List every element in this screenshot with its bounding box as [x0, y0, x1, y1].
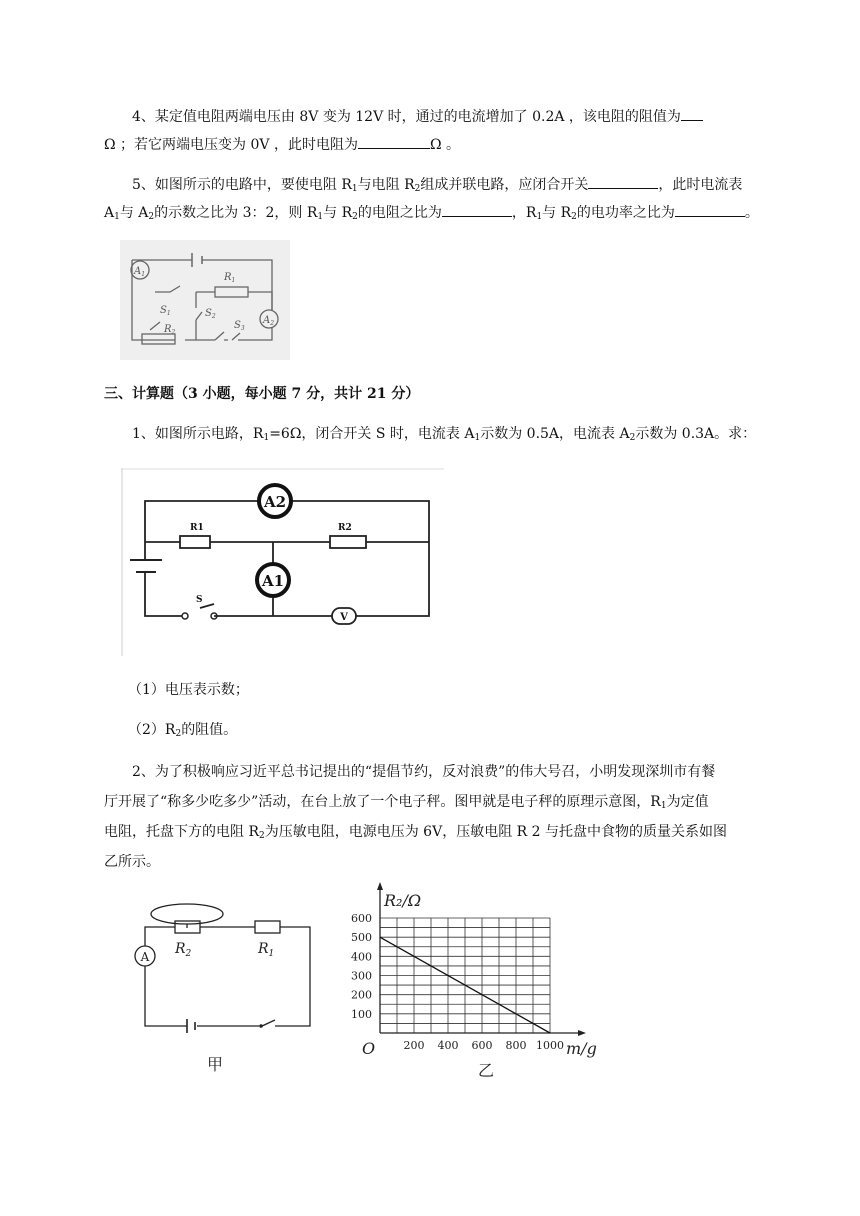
y-tick-label: 400 — [351, 950, 372, 964]
x-tick-label: 600 — [471, 1039, 493, 1052]
y-tick-label: 500 — [351, 931, 372, 945]
voltmeter-label: V — [340, 612, 348, 623]
x-axis-label: m/g — [566, 1039, 597, 1058]
chart-ticks — [351, 912, 564, 1052]
caption-yi: 乙 — [478, 1061, 495, 1080]
y-tick-label: 300 — [351, 969, 372, 983]
r2-label: R2 — [338, 523, 352, 533]
r1-label: R1 — [190, 523, 204, 533]
r2-label: $R_2$ — [175, 941, 192, 959]
r1-label: $R_1$ — [258, 941, 275, 959]
c2-line1: 2、为了积极响应习近平总书记提出的“提倡节约，反对浪费”的伟大号召，小明发现深圳市有餐 — [132, 764, 716, 780]
q5-circuit-figure — [120, 240, 290, 360]
c2-line2: 厅开展了“称多少吃多少”活动，在台上放了一个电子秤。图甲就是电子秤的原理示意图，$R_1$为定值 — [104, 794, 709, 811]
q4-line1: 4、某定值电阻两端电压由 8V 变为 12V 时，通过的电流增加了 0.2A ，该电阻的阻值为 — [132, 106, 703, 127]
ammeter-label: A — [140, 950, 150, 964]
q5-line1: 5、如图所示的电路中，要使电阻 $R_1$与电阻 $R_2$组成并联电路，应闭合开关 ，此时电流表 — [132, 174, 742, 199]
q5-circuit-svg — [120, 240, 290, 360]
q5-line2: $A_1$与 $A_2$的示数之比为 3：2，则 $R_1$与 $R_2$的电阻之比为 ，$R_1$与 $R_2$的电功率之比为 。 — [104, 202, 759, 227]
answer-blank[interactable] — [675, 202, 745, 217]
c1-subq1: （1）电压表示数； — [128, 682, 249, 698]
answer-blank[interactable] — [358, 134, 430, 149]
ammeter-a1-label: A1 — [261, 572, 285, 590]
x-tick-label: 200 — [403, 1039, 425, 1052]
y-tick-label: 200 — [351, 988, 372, 1002]
ammeter-a2-label: A2 — [263, 493, 287, 511]
ammeter-a1-label: $A_1$ — [134, 266, 146, 278]
y-tick-label: 100 — [351, 1007, 372, 1021]
c1-subq2: $(2)R_2$的阻值。 — [128, 722, 238, 739]
figure-yi — [340, 880, 620, 1090]
x-axis-arrow — [578, 1030, 586, 1036]
caption-jia: 甲 — [207, 1055, 224, 1074]
y-axis-label: R₂/Ω — [384, 891, 422, 910]
answer-blank[interactable] — [681, 106, 703, 121]
origin-label: O — [362, 1039, 376, 1058]
figure-jia-svg — [125, 900, 330, 1080]
x-tick-label: 400 — [437, 1039, 459, 1052]
figure-jia — [125, 900, 330, 1080]
r1-label: $R_1$ — [224, 272, 236, 284]
chart-grid — [380, 918, 550, 1033]
x-tick-label: 1000 — [536, 1039, 564, 1052]
c1-circuit-figure — [120, 468, 445, 658]
s1-label: $S_1$ — [160, 305, 171, 317]
answer-blank[interactable] — [588, 174, 658, 189]
y-tick-label: 600 — [351, 912, 372, 925]
y-axis-arrow — [377, 882, 383, 890]
c2-line4: 乙所示。 — [104, 854, 160, 870]
section-title: 三、计算题（3 小题，每小题 7 分，共计 21 分） — [104, 386, 420, 402]
answer-blank[interactable] — [442, 202, 512, 217]
x-tick-label: 800 — [505, 1039, 527, 1052]
s2-label: $S_2$ — [205, 308, 216, 320]
q4-line2: Ω ；若它两端电压变为 0V ，此时电阻为 Ω 。 — [104, 134, 460, 155]
s3-label: $S_3$ — [234, 320, 245, 332]
ammeter-a2-label: $A_2$ — [263, 315, 275, 327]
c1-text: 1、如图所示电路，$R_1=6\Omega$，闭合开关 S 时，电流表 $A_1$示数为 0.5A，电流表 $A_2$示数为 0.3A。求： — [132, 426, 757, 443]
c1-circuit-svg — [120, 468, 445, 658]
c2-line3: 电阻，托盘下方的电阻 $R_2$为压敏电阻，电源电压为 6V，压敏电阻 R 2 与托盘中食物的质量关系如图 — [104, 824, 727, 841]
switch-label: S — [196, 595, 203, 605]
r2-mass-chart — [340, 880, 620, 1090]
r2-label: $R_2$ — [164, 324, 176, 336]
